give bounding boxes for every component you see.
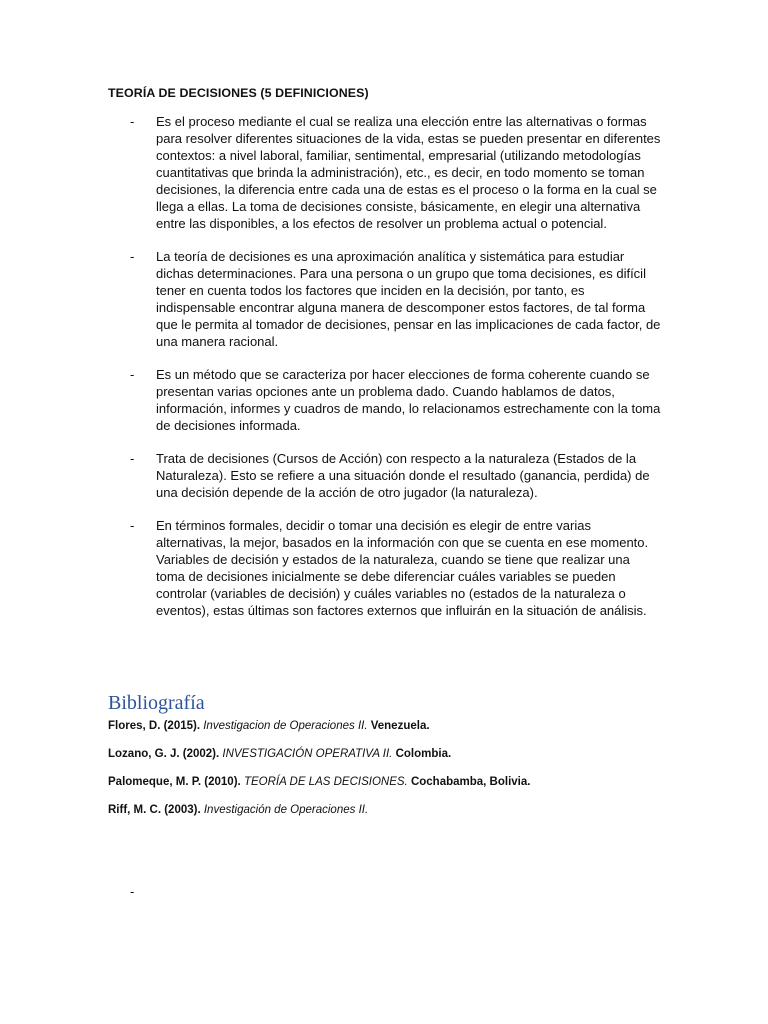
bullet-marker: - bbox=[130, 518, 135, 533]
reference-place: Venezuela. bbox=[367, 720, 430, 732]
reference-place: Cochabamba, Bolivia. bbox=[407, 776, 531, 788]
definition-text: Es el proceso mediante el cual se realiza una elección entre las alternativas o formas para resolver diferentes situaciones de la vida, estas se pueden presentar en diferentes contextos: a nivel laboral, familiar, sentimental, empresarial (utilizando metodologías cuantitativas que brinda la administración), etc., es decir, en todo momento se toman decisiones, la diferencia entre cada una de estas es el proceso o la forma en la cual se llega a ellas. La toma de decisiones consiste, básicamente, en elegir una alternativa entre las disponibles, a los efectos de resolver un problema actual o potencial. bbox=[156, 114, 661, 231]
bullet-marker: - bbox=[130, 367, 135, 382]
reference-place: Colombia. bbox=[392, 748, 452, 760]
reference-item bbox=[108, 718, 728, 746]
reference-author: Flores, D. (2015). bbox=[108, 720, 204, 732]
list-item bbox=[0, 113, 768, 232]
definition-text: En términos formales, decidir o tomar una decisión es elegir de entre varias alternativas, la mejor, basados en la información con que se cuenta en ese momento. Variables de decisión y estados de la naturaleza, cuando se tiene que realizar una toma de decisiones inicialmente se debe diferenciar cuáles variables se pueden controlar (variables de decisión) y cuáles variables no (estados de la naturaleza o eventos), estas últimas son factores externos que influirán en la situación de análisis. bbox=[156, 518, 649, 618]
reference-title: TEORÍA DE LAS DECISIONES. bbox=[243, 776, 408, 788]
document-heading: TEORÍA DE DECISIONES (5 DEFINICIONES) bbox=[108, 86, 369, 100]
definition-text: Trata de decisiones (Cursos de Acción) con respecto a la naturaleza (Estados de la Naturaleza). Esto se refiere a una situación donde el resultado (ganancia, perdida) de una decisión depende de la acción de otro jugador (la naturaleza). bbox=[156, 451, 650, 500]
reference-item bbox=[108, 774, 728, 802]
list-item bbox=[0, 450, 768, 501]
list-item bbox=[0, 517, 768, 619]
reference-title: Investigacion de Operaciones II. bbox=[203, 720, 368, 732]
definition-text: Es un método que se caracteriza por hacer elecciones de forma coherente cuando se presentan varias opciones ante un problema dado. Cuando hablamos de datos, información, informes y cuadros de mando, lo relacionamos estrechamente con la toma de decisiones informada. bbox=[156, 367, 661, 433]
list-item bbox=[0, 248, 768, 350]
bullet-marker: - bbox=[130, 249, 135, 264]
bibliography-list bbox=[108, 718, 728, 830]
reference-title: Investigación de Operaciones II. bbox=[203, 804, 369, 816]
bullet-marker: - bbox=[130, 451, 135, 466]
reference-author: Lozano, G. J. (2002). bbox=[108, 748, 223, 760]
definitions-list bbox=[0, 113, 768, 635]
trailing-bullet-marker: - bbox=[130, 884, 135, 899]
bullet-marker: - bbox=[130, 114, 135, 129]
bibliography-heading: Bibliografía bbox=[108, 692, 205, 714]
reference-author: Riff, M. C. (2003). bbox=[108, 804, 204, 816]
reference-item bbox=[108, 746, 728, 774]
reference-author: Palomeque, M. P. (2010). bbox=[108, 776, 244, 788]
definition-text: La teoría de decisiones es una aproximación analítica y sistemática para estudiar dichas determinaciones. Para una persona o un grupo que toma decisiones, es difícil tener en cuenta todos los factores que inciden en la decisión, por tanto, es indispensable encontrar alguna manera de descomponer estos factores, de tal forma que le permita al tomador de decisiones, pensar en las implicaciones de cada factor, de una manera racional. bbox=[156, 249, 661, 349]
list-item bbox=[0, 366, 768, 434]
reference-title: INVESTIGACIÓN OPERATIVA II. bbox=[222, 748, 393, 760]
reference-item bbox=[108, 802, 728, 830]
